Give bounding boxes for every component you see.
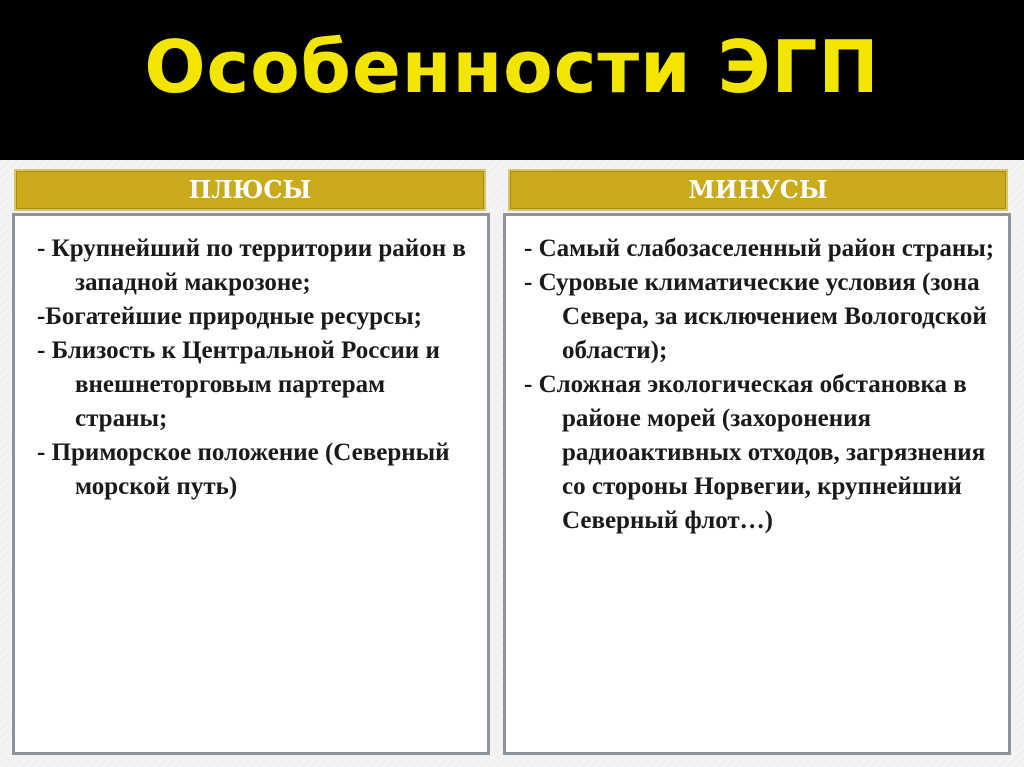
pluses-item: -Богатейшие природные ресурсы;: [37, 303, 422, 330]
pluses-list: [37, 232, 477, 504]
title-bar: [0, 0, 1024, 160]
minuses-item: - Сложная экологическая обстановка в районе морей (захоронения радиоактивных отходов, загрязнения со стороны Норвегии, крупнейший Северный флот…): [524, 371, 986, 534]
minuses-header: МИНУСЫ: [508, 169, 1008, 211]
pluses-item: - Близость к Центральной России и внешнеторговым партерам страны;: [37, 337, 440, 432]
pluses-box: [12, 213, 490, 755]
slide-title: Особенности ЭГП: [144, 25, 880, 109]
pluses-item: - Приморское положение (Северный морской путь): [37, 439, 450, 500]
minuses-list: [524, 232, 1006, 538]
pluses-item: - Крупнейший по территории район в западной макрозоне;: [37, 235, 466, 296]
minuses-item: - Суровые климатические условия (зона Севера, за исключением Вологодской области);: [524, 269, 987, 364]
pluses-header: ПЛЮСЫ: [14, 169, 486, 211]
minuses-box: [503, 213, 1011, 755]
minuses-item: - Самый слабозаселенный район страны;: [524, 235, 995, 262]
